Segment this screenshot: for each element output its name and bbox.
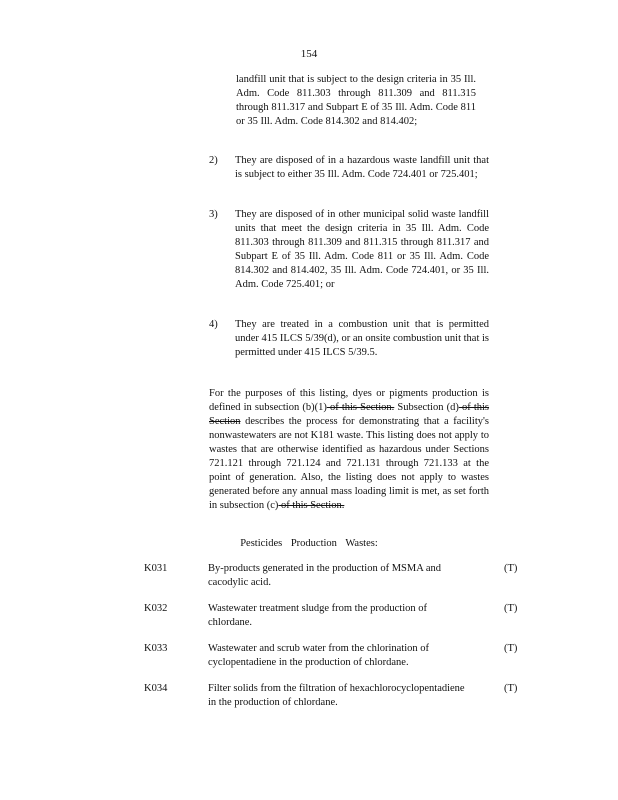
paragraph-text: Subsection (d): [394, 402, 459, 413]
list-item: [209, 318, 489, 360]
hazard-code: (T): [504, 563, 518, 574]
paragraph-text: For the purposes of this listing, dyes or pigments production is defined in subsection (b)(1): [209, 388, 489, 413]
list-item-text: They are disposed of in a hazardous waste landfill unit that is subject to either 35 Ill. Adm. Code 724.401 or 725.401;: [235, 155, 489, 180]
list-item-text: They are treated in a combustion unit that is permitted under 415 ILCS 5/39(d), or an onsite combustion unit that is permitted under 415 ILCS 5/39.5.: [235, 319, 490, 358]
list-item: [209, 208, 489, 292]
list-item-number: 4): [209, 319, 218, 330]
waste-description: By-products generated in the production of MSMA and cacodylic acid.: [208, 563, 441, 588]
hazard-code: (T): [504, 603, 518, 614]
continuation-text: landfill unit that is subject to the design criteria in 35 Ill. Adm. Code 811.303 through 811.309 and 811.315 through 811.317 and Subpart E of 35 Ill. Adm. Code 811 or 35 Ill. Adm. Code 814.302 and 814.402;: [236, 74, 476, 127]
hazard-code: (T): [504, 683, 518, 694]
struck-text: of this Section.: [326, 402, 395, 413]
waste-description: Filter solids from the filtration of hexachlorocyclopentadiene in the production of chlordane.: [208, 683, 465, 708]
waste-code: K032: [144, 603, 168, 614]
hazard-code: (T): [504, 643, 518, 654]
listing-paragraph: [209, 387, 489, 513]
struck-text: of this Section: [209, 402, 490, 427]
list-item-text: They are disposed of in other municipal solid waste landfill units that meet the design criteria in 35 Ill. Adm. Code 811.303 through 811.309 and 811.315 through 811.317 and Subpart E of 35 Ill. Adm. Code 811 or 35 Ill. Adm. Code 814.302 and 814.402, 35 Ill. Adm. Code 724.401, or 35 Ill. Adm. Code 725.401; or: [235, 209, 489, 290]
waste-code: K034: [144, 683, 168, 694]
section-heading: Pesticides Production Wastes:: [240, 538, 378, 549]
waste-code: K033: [144, 643, 168, 654]
list-item: [209, 154, 489, 182]
paragraph-text: describes the process for demonstrating that a facility's nonwastewaters are not K181 waste. This listing does not apply to wastes that are otherwise identified as hazardous under Sections 721.121 through 721.124 and 721.131 through 721.133 at the point of generation. Also, the listing does not apply to wastes generated before any annual mass loading limit is met, as set forth in subsection (c): [209, 416, 489, 511]
struck-text: of this Section.: [278, 500, 345, 511]
waste-description: Wastewater treatment sludge from the production of chlordane.: [208, 603, 427, 628]
waste-code: K031: [144, 563, 168, 574]
list-item-number: 3): [209, 209, 218, 220]
list-item-number: 2): [209, 155, 218, 166]
page-number: 154: [300, 48, 318, 60]
waste-description: Wastewater and scrub water from the chlorination of cyclopentadiene in the production of chlordane.: [208, 643, 430, 668]
